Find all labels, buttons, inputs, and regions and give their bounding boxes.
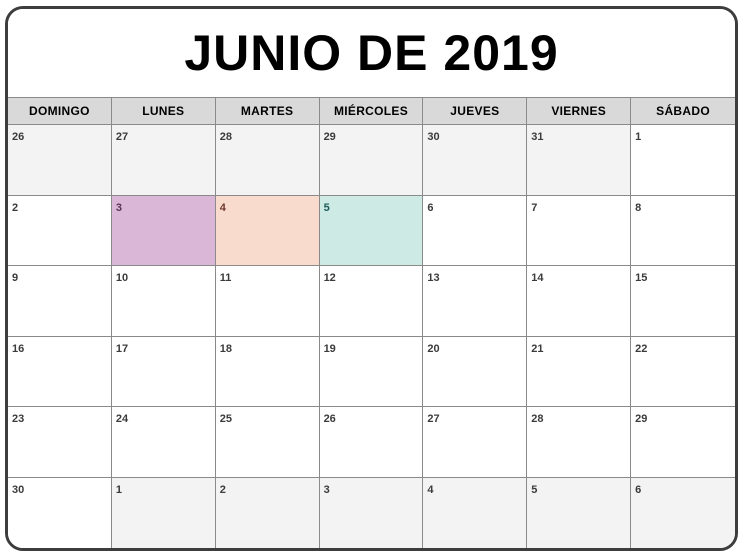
day-number: 28 bbox=[219, 131, 232, 143]
day-number: 2 bbox=[219, 483, 226, 496]
day-cell[interactable] bbox=[112, 478, 216, 549]
weekday-header: VIERNES bbox=[527, 97, 631, 125]
day-number: 26 bbox=[12, 131, 25, 143]
day-number: 16 bbox=[12, 342, 25, 355]
day-number: 30 bbox=[427, 131, 440, 143]
day-number: 14 bbox=[531, 272, 544, 284]
day-number: 5 bbox=[323, 201, 330, 214]
day-cell[interactable] bbox=[423, 478, 527, 549]
day-cell[interactable] bbox=[320, 196, 424, 267]
day-number: 29 bbox=[323, 131, 336, 143]
day-number: 8 bbox=[635, 201, 642, 214]
day-cell[interactable] bbox=[216, 125, 320, 196]
day-cell[interactable] bbox=[8, 337, 112, 408]
day-cell[interactable] bbox=[8, 196, 112, 267]
day-number: 26 bbox=[323, 413, 336, 425]
day-cell[interactable] bbox=[527, 337, 631, 408]
weekday-header: MIÉRCOLES bbox=[320, 97, 424, 125]
day-cell[interactable] bbox=[320, 478, 424, 549]
day-cell[interactable] bbox=[8, 266, 112, 337]
day-cell[interactable] bbox=[112, 266, 216, 337]
day-number: 19 bbox=[323, 342, 336, 355]
weekday-header: DOMINGO bbox=[8, 97, 112, 125]
day-cell[interactable] bbox=[631, 196, 735, 267]
day-cell[interactable] bbox=[423, 337, 527, 408]
day-number: 11 bbox=[219, 272, 232, 284]
day-cell[interactable] bbox=[527, 266, 631, 337]
day-number: 1 bbox=[115, 483, 122, 496]
day-number: 17 bbox=[115, 342, 129, 355]
day-number: 24 bbox=[115, 413, 129, 425]
day-cell[interactable] bbox=[527, 478, 631, 549]
day-cell[interactable] bbox=[631, 337, 735, 408]
day-number: 22 bbox=[635, 342, 648, 355]
day-number: 21 bbox=[531, 342, 544, 355]
day-number: 23 bbox=[12, 413, 25, 425]
day-number: 5 bbox=[531, 483, 538, 496]
calendar-frame bbox=[5, 6, 738, 551]
day-number: 9 bbox=[12, 272, 19, 284]
day-number: 31 bbox=[531, 131, 544, 143]
day-cell[interactable] bbox=[320, 337, 424, 408]
day-number: 15 bbox=[635, 272, 648, 284]
day-cell[interactable] bbox=[423, 407, 527, 478]
day-number: 6 bbox=[427, 201, 434, 214]
day-cell[interactable] bbox=[423, 125, 527, 196]
day-number: 13 bbox=[427, 272, 440, 284]
day-number: 30 bbox=[12, 483, 25, 496]
day-cell[interactable] bbox=[216, 407, 320, 478]
day-number: 20 bbox=[427, 342, 440, 355]
day-number: 2 bbox=[12, 201, 19, 214]
day-cell[interactable] bbox=[216, 266, 320, 337]
day-number: 4 bbox=[427, 483, 434, 496]
day-number: 3 bbox=[323, 483, 330, 496]
calendar-grid bbox=[8, 9, 735, 548]
calendar-month-title: JUNIO DE 2019 bbox=[8, 9, 735, 97]
day-number: 29 bbox=[635, 413, 648, 425]
day-cell[interactable] bbox=[8, 125, 112, 196]
day-cell[interactable] bbox=[8, 478, 112, 549]
day-number: 1 bbox=[635, 131, 642, 143]
day-cell[interactable] bbox=[112, 125, 216, 196]
day-cell[interactable] bbox=[527, 125, 631, 196]
day-cell[interactable] bbox=[631, 125, 735, 196]
day-cell[interactable] bbox=[320, 266, 424, 337]
day-cell[interactable] bbox=[216, 478, 320, 549]
weekday-header: LUNES bbox=[112, 97, 216, 125]
day-cell[interactable] bbox=[320, 407, 424, 478]
day-number: 6 bbox=[635, 483, 642, 496]
day-cell[interactable] bbox=[527, 196, 631, 267]
day-cell[interactable] bbox=[631, 407, 735, 478]
day-number: 28 bbox=[531, 413, 544, 425]
weekday-header: MARTES bbox=[216, 97, 320, 125]
day-number: 27 bbox=[427, 413, 440, 425]
day-cell[interactable] bbox=[631, 266, 735, 337]
day-number: 27 bbox=[115, 131, 129, 143]
day-cell[interactable] bbox=[112, 196, 216, 267]
day-cell[interactable] bbox=[527, 407, 631, 478]
day-cell[interactable] bbox=[320, 125, 424, 196]
day-number: 7 bbox=[531, 201, 538, 214]
day-cell[interactable] bbox=[423, 266, 527, 337]
day-cell[interactable] bbox=[112, 407, 216, 478]
day-number: 4 bbox=[219, 201, 226, 214]
day-cell[interactable] bbox=[8, 407, 112, 478]
day-cell[interactable] bbox=[631, 478, 735, 549]
day-number: 18 bbox=[219, 342, 232, 355]
day-number: 12 bbox=[323, 272, 336, 284]
day-cell[interactable] bbox=[112, 337, 216, 408]
day-number: 10 bbox=[115, 272, 129, 284]
weekday-header: JUEVES bbox=[423, 97, 527, 125]
day-cell[interactable] bbox=[216, 196, 320, 267]
day-cell[interactable] bbox=[216, 337, 320, 408]
day-number: 25 bbox=[219, 413, 232, 425]
weekday-header: SÁBADO bbox=[631, 97, 735, 125]
day-cell[interactable] bbox=[423, 196, 527, 267]
day-number: 3 bbox=[115, 201, 122, 214]
